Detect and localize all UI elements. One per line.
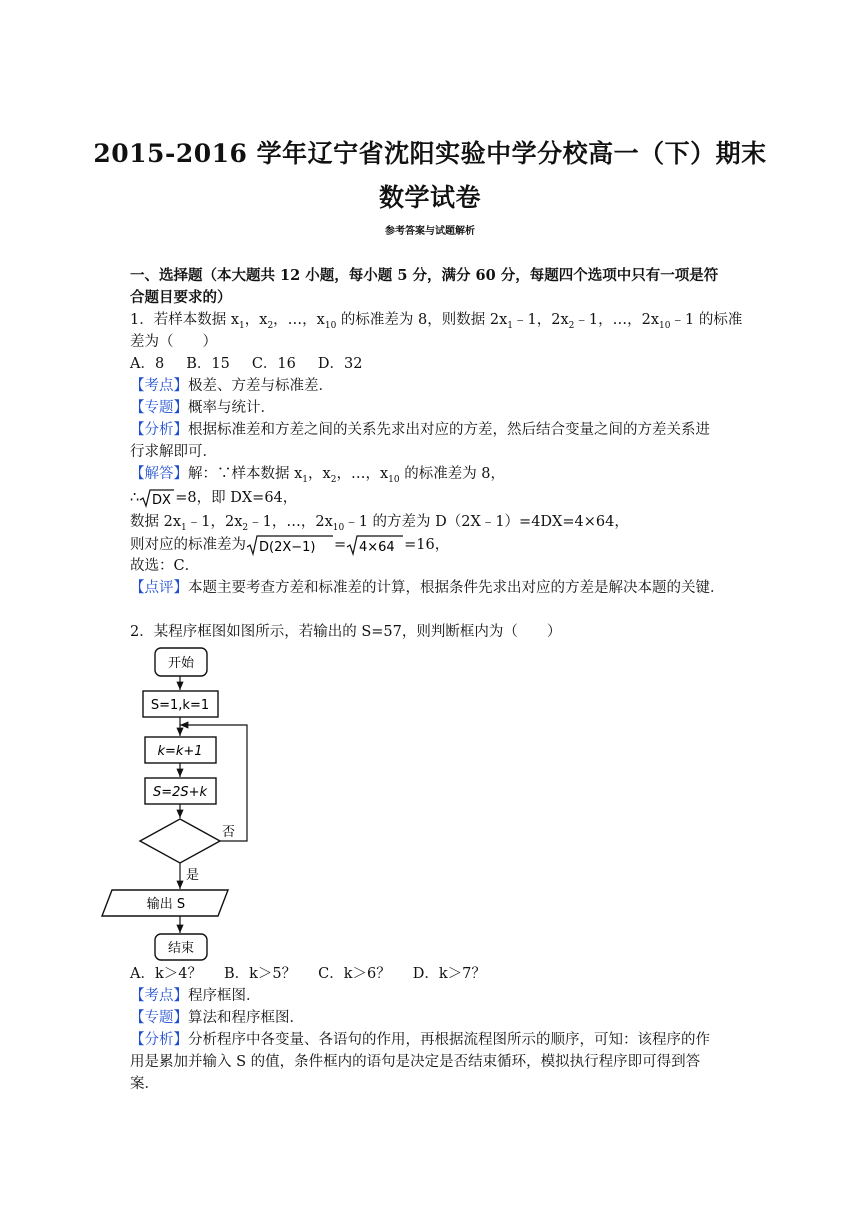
flow-start-label: 开始 (167, 656, 195, 671)
sqrt-d2x-radicand: D(2X−1) (259, 540, 316, 555)
jieda-part: ，…，x (336, 466, 389, 482)
subscript: 10 (388, 474, 400, 485)
subtitle: 参考答案与试题解析 (385, 226, 475, 237)
q2-stem: 2．某程序框图如图所示，若输出的 S=57，则判断框内为（ ） (130, 624, 562, 640)
subscript: 1 (239, 320, 245, 331)
flow-output-label: 输出 S (146, 897, 186, 912)
tag-fenxi: 【分析】 (130, 422, 188, 438)
q1-jieda-line-2 (130, 488, 297, 508)
subscript: 1 (181, 522, 187, 533)
subscript: 2 (242, 522, 249, 533)
tag-zhuanti: 【专题】 (130, 1010, 188, 1026)
q1-options (130, 354, 384, 374)
tag-zhuanti: 【专题】 (130, 400, 188, 416)
q1-zhuanti (130, 398, 275, 418)
subscript: 2 (267, 320, 274, 331)
jieda-part: 的标准差为 8， (399, 466, 506, 482)
q1-option-c: C．16 (251, 356, 296, 372)
section-heading-2: 合题目要求的） (130, 289, 232, 306)
q1-stem-part: ﹣1 的标准 (670, 312, 743, 328)
sqrt-dx (139, 488, 175, 508)
q1-jieda-line-4 (130, 534, 449, 556)
jieda-part: =16， (404, 537, 450, 553)
q1-kaodian (130, 376, 333, 396)
subscript: 2 (568, 320, 575, 331)
q1-stem-part: ﹣1，…，2x (574, 312, 660, 328)
kaodian-text: 极差、方差与标准差． (188, 378, 333, 394)
q2-fenxi-line-2: 用是累加并输入 S 的值，条件框内的语句是决定是否结束循环，模拟执行程序即可得到答 (130, 1054, 701, 1070)
title-line-2: 数学试卷 (378, 183, 481, 212)
jieda-part: 则对应的标准差为 (130, 537, 246, 553)
flow-decision-diamond (140, 819, 220, 863)
q2-option-b: B．k＞5？ (223, 966, 297, 982)
q1-option-d: D．32 (317, 356, 363, 372)
q1-stem-line-1 (130, 310, 742, 336)
q2-option-a: A．k＞4？ (130, 966, 202, 982)
q1-stem-part: 1．若样本数据 x (130, 312, 240, 328)
subscript: 1 (507, 320, 514, 331)
subscript: 1 (302, 474, 309, 485)
tag-jieda: 【解答】 (130, 466, 188, 482)
tag-kaodian: 【考点】 (130, 378, 188, 394)
tag-fenxi: 【分析】 (130, 1032, 188, 1048)
flow-step2-label: S=2S+k (152, 785, 208, 800)
q2-options (130, 964, 508, 984)
q1-option-a: A．8 (130, 356, 165, 372)
jieda-part: ，x (308, 466, 331, 482)
sqrt-d2x (246, 534, 334, 556)
q1-option-b: B．15 (186, 356, 230, 372)
zhuanti-text: 概率与统计． (188, 400, 275, 416)
q2-flowchart (0, 640, 300, 965)
tag-kaodian: 【考点】 (130, 988, 188, 1004)
subscript: 10 (324, 320, 337, 331)
sqrt-dx-radicand: DX (152, 493, 172, 508)
kaodian-text: 程序框图． (188, 988, 261, 1004)
q1-fenxi-line-1 (130, 420, 710, 440)
title-line-1: 2015-2016 学年辽宁省沈阳实验中学分校高一（下）期末 (93, 139, 767, 168)
flow-init-label: S=1,k=1 (150, 698, 210, 713)
q1-fenxi-line-2: 行求解即可． (130, 444, 217, 460)
q2-kaodian (130, 986, 261, 1006)
q1-stem-part: ，…，x (273, 312, 325, 328)
jieda-part: ﹣1 的方差为 D（2X﹣1）=4DX=4×64， (344, 514, 629, 530)
q1-dianping (130, 578, 725, 598)
flow-end-label: 结束 (167, 941, 195, 956)
jieda-part: 解：∵样本数据 x (188, 466, 303, 482)
fenxi-text: 分析程序中各变量、各语句的作用，再根据流程图所示的顺序，可知：该程序的作 (188, 1032, 710, 1048)
jieda-part: ﹣1，2x (186, 514, 243, 530)
fenxi-text: 根据标准差和方差之间的关系先求出对应的方差，然后结合变量之间的方差关系进 (188, 422, 710, 438)
sqrt-4x64-radicand: 4×64 (359, 540, 395, 555)
dianping-text: 本题主要考查方差和标准差的计算，根据条件先求出对应的方差是解决本题的关键． (188, 580, 725, 596)
section-heading-1: 一、选择题（本大题共 12 小题，每小题 5 分，满分 60 分，每题四个选项中只有一项是符 (130, 267, 719, 284)
q2-option-d: D．k＞7？ (412, 966, 486, 982)
flow-step1-label: k=k+1 (157, 744, 203, 759)
jieda-part: ﹣1，…，2x (248, 514, 333, 530)
q2-fenxi-line-1 (130, 1030, 710, 1050)
q1-answer: 故选：C． (130, 558, 200, 574)
q2-zhuanti (130, 1008, 304, 1028)
q1-jieda-line-1 (130, 464, 505, 490)
jieda-part: = (334, 537, 347, 553)
flow-no-label: 否 (222, 825, 236, 840)
subscript: 10 (332, 522, 345, 533)
q2-option-c: C．k＞6？ (318, 966, 391, 982)
q1-stem-part: ﹣1，2x (513, 312, 569, 328)
subscript: 10 (659, 320, 671, 331)
subscript: 2 (330, 474, 337, 485)
jieda-part: 数据 2x (130, 514, 182, 530)
q2-fenxi-line-3: 案． (130, 1076, 159, 1092)
jieda-part: =8，即 DX=64， (175, 490, 298, 506)
q1-stem-line-2: 差为（ ） (130, 334, 217, 350)
tag-dianping: 【点评】 (130, 580, 188, 596)
sqrt-4x64 (346, 534, 404, 556)
flow-yes-label: 是 (186, 868, 200, 883)
q1-stem-part: 的标准差为 8，则数据 2x (336, 312, 508, 328)
therefore-symbol: ∴ (130, 490, 140, 506)
q1-stem-part: ，x (244, 312, 268, 328)
zhuanti-text: 算法和程序框图． (188, 1010, 304, 1026)
